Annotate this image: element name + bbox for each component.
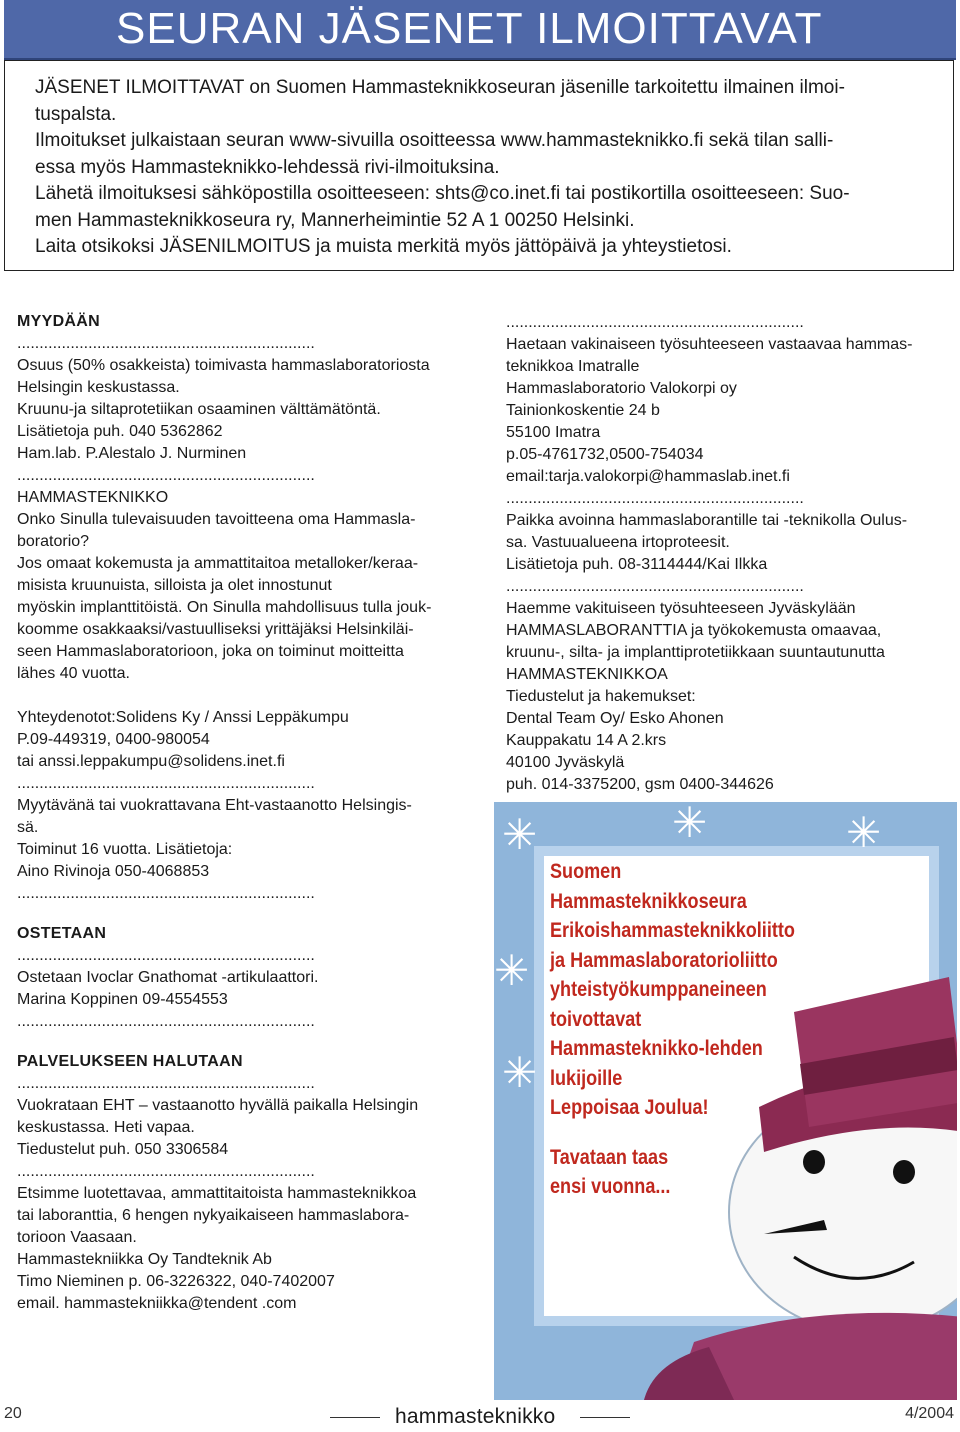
text-line: ................................................................... bbox=[17, 947, 315, 964]
issue-number: 4/2004 bbox=[905, 1405, 954, 1422]
text-line: ................................................................... bbox=[506, 578, 804, 595]
text-line: koomme osakkaaksi/vastuulliseksi yrittäjäksi Helsinkiläi- bbox=[17, 621, 414, 638]
card-line: lukijoille bbox=[550, 1066, 623, 1090]
snowflake-icon: ✳ bbox=[494, 947, 530, 994]
text-line: Yhteydenotot:Solidens Ky / Anssi Leppäkumpu bbox=[17, 709, 349, 726]
text-line: Dental Team Oy/ Esko Ahonen bbox=[506, 710, 724, 727]
footer-brand bbox=[330, 1405, 630, 1431]
card-line: ja Hammaslaboratorioliitto bbox=[550, 948, 778, 972]
snowflake-icon: ✳ bbox=[672, 802, 708, 846]
text-line: Haemme vakituiseen työsuhteeseen Jyväskylään bbox=[506, 600, 856, 617]
card-line: Leppoisaa Joulua! bbox=[550, 1096, 709, 1119]
text-line: ................................................................... bbox=[17, 1075, 315, 1092]
text-line: Lisätietoja puh. 040 5362862 bbox=[17, 423, 223, 440]
card-line: Tavataan taas bbox=[550, 1145, 669, 1169]
christmas-greeting-card bbox=[494, 802, 957, 1400]
spacer bbox=[550, 1123, 825, 1143]
card-line: ensi vuonna... bbox=[550, 1175, 671, 1198]
card-line: Suomen bbox=[550, 860, 622, 883]
snowflake-icon: ✳ bbox=[846, 809, 882, 856]
text-line: ................................................................... bbox=[17, 335, 315, 352]
brand-name: hammasteknikko bbox=[395, 1405, 556, 1428]
card-line: yhteistyökumppaneineen bbox=[550, 978, 767, 1001]
intro-line: JÄSENET ILMOITTAVAT on Suomen Hammasteknikkoseuran jäsenille tarkoitettu ilmainen ilmoi- bbox=[35, 77, 845, 98]
text-line: tai laboranttia, 6 hengen nykyaikaiseen hammaslabora- bbox=[17, 1207, 410, 1224]
text-line: P.09-449319, 0400-980054 bbox=[17, 731, 210, 748]
text-line: Myytävänä tai vuokrattavana Eht-vastaanotto Helsingis- bbox=[17, 797, 412, 814]
text-line: boratorio? bbox=[17, 533, 90, 550]
text-line: Onko Sinulla tulevaisuuden tavoitteena oma Hammasla- bbox=[17, 511, 416, 528]
text-line: Ostetaan Ivoclar Gnathomat -artikulaattori. bbox=[17, 969, 319, 986]
text-line: Hammastekniikka Oy Tandteknik Ab bbox=[17, 1251, 272, 1268]
text-line: sa. Vastuualueena irtoproteesit. bbox=[506, 534, 730, 551]
snowflake-icon: ✳ bbox=[502, 1049, 538, 1096]
text-line: HAMMASLABORANTTIA ja työkokemusta omaavaa, bbox=[506, 622, 882, 639]
text-line: Jos omaat kokemusta ja ammattitaitoa metalloker/keraa- bbox=[17, 555, 419, 572]
text-line: ................................................................... bbox=[17, 1163, 315, 1180]
card-line: toivottavat bbox=[550, 1007, 642, 1031]
text-line: seen Hammaslaboratorioon, joka on toiminut moitteitta bbox=[17, 643, 404, 660]
text-line: Helsingin keskustassa. bbox=[17, 379, 180, 396]
footer-rule bbox=[580, 1417, 630, 1418]
text-line: Paikka avoinna hammaslaborantille tai -teknikolla Oulus- bbox=[506, 512, 908, 529]
text-line: ................................................................... bbox=[17, 467, 315, 484]
text-line: Osuus (50% osakkeista) toimivasta hammaslaboratoriosta bbox=[17, 357, 430, 374]
text-line: Toiminut 16 vuotta. Lisätietoja: bbox=[17, 841, 233, 858]
text-line: puh. 014-3375200, gsm 0400-344626 bbox=[506, 776, 774, 793]
text-line: Haetaan vakinaiseen työsuhteeseen vastaavaa hammas- bbox=[506, 336, 913, 353]
ad-block bbox=[17, 945, 477, 1033]
ad-block bbox=[17, 1073, 477, 1315]
text-line: torioon Vaasaan. bbox=[17, 1229, 137, 1246]
text-line: HAMMASTEKNIKKOA bbox=[506, 666, 668, 683]
text-line: lähes 40 vuotta. bbox=[17, 665, 130, 682]
section-heading-palvelukseen: PALVELUKSEEN HALUTAAN bbox=[17, 1053, 243, 1070]
right-column bbox=[506, 312, 956, 796]
text-line: Kruunu-ja siltaprotetiikan osaaminen välttämätöntä. bbox=[17, 401, 381, 418]
text-line: teknikkoa Imatralle bbox=[506, 358, 640, 375]
card-line: Erikoishammasteknikkoliitto bbox=[550, 919, 795, 942]
ad-block bbox=[17, 707, 477, 905]
text-line: misista kruunuista, silloista ja olet innostunut bbox=[17, 577, 332, 594]
spacer bbox=[17, 685, 477, 707]
card-line: Hammasteknikko-lehden bbox=[550, 1037, 763, 1060]
text-line: email:tarja.valokorpi@hammaslab.inet.fi bbox=[506, 468, 790, 485]
text-line: Ham.lab. P.Alestalo J. Nurminen bbox=[17, 445, 247, 462]
text-line: ................................................................... bbox=[17, 885, 315, 902]
spacer bbox=[17, 905, 477, 923]
section-heading-ostetaan: OSTETAAN bbox=[17, 925, 107, 942]
snowman-eye bbox=[893, 1160, 915, 1184]
text-line: 55100 Imatra bbox=[506, 424, 601, 441]
text-line: Aino Rivinoja 050-4068853 bbox=[17, 863, 210, 880]
intro-box bbox=[4, 60, 954, 271]
text-line: Hammaslaboratorio Valokorpi oy bbox=[506, 380, 737, 397]
page-title: SEURAN JÄSENET ILMOITTAVAT bbox=[116, 4, 823, 53]
text-line: Kauppakatu 14 A 2.krs bbox=[506, 732, 667, 749]
text-line: Lisätietoja puh. 08-3114444/Kai Ilkka bbox=[506, 556, 768, 573]
text-line: Tiedustelut ja hakemukset: bbox=[506, 688, 696, 705]
intro-line: Laita otsikoksi JÄSENILMOITUS ja muista merkitä myös jättöpäivä ja yhteystietosi. bbox=[35, 236, 732, 257]
snowflake-icon: ✳ bbox=[502, 811, 538, 858]
header-bar bbox=[4, 0, 956, 60]
ad-block bbox=[506, 312, 956, 796]
text-line: HAMMASTEKNIKKO bbox=[17, 489, 169, 506]
text-line: Tainionkoskentie 24 b bbox=[506, 402, 660, 419]
card-greeting-text bbox=[550, 857, 825, 1202]
text-line: p.05-4761732,0500-754034 bbox=[506, 446, 704, 463]
text-line: Tiedustelut puh. 050 3306584 bbox=[17, 1141, 229, 1158]
text-line: ................................................................... bbox=[17, 775, 315, 792]
intro-line: tuspalsta. bbox=[35, 103, 117, 125]
intro-line: Lähetä ilmoituksesi sähköpostilla osoitteeseen: shts@co.inet.fi tai postikortilla osoitteeseen: Suo- bbox=[35, 183, 850, 204]
text-line: tai anssi.leppakumpu@solidens.inet.fi bbox=[17, 753, 285, 770]
text-line: Marina Koppinen 09-4554553 bbox=[17, 991, 228, 1008]
section-heading-myydaan: MYYDÄÄN bbox=[17, 313, 100, 330]
text-line: ................................................................... bbox=[506, 490, 804, 507]
text-line: myöskin implanttitöistä. On Sinulla mahdollisuus tulla jouk- bbox=[17, 599, 432, 616]
text-line: keskustassa. Heti vapaa. bbox=[17, 1119, 195, 1136]
left-column bbox=[17, 311, 477, 1315]
text-line: 40100 Jyväskylä bbox=[506, 754, 625, 771]
intro-text bbox=[35, 75, 940, 261]
intro-line: essa myös Hammasteknikko-lehdessä rivi-ilmoituksina. bbox=[35, 156, 500, 178]
page-number: 20 bbox=[4, 1405, 22, 1422]
text-line: sä. bbox=[17, 819, 39, 836]
intro-line: men Hammasteknikkoseura ry, Mannerheimintie 52 A 1 00250 Helsinki. bbox=[35, 209, 635, 231]
text-line: ................................................................... bbox=[506, 314, 804, 331]
intro-line: Ilmoitukset julkaistaan seuran www-sivuilla osoitteessa www.hammasteknikko.fi sekä tilan salli- bbox=[35, 130, 834, 151]
text-line: kruunu-, silta- ja implanttiprotetiikkaan suuntautunutta bbox=[506, 644, 885, 661]
card-line: Hammasteknikkoseura bbox=[550, 889, 747, 913]
text-line: Etsimme luotettavaa, ammattitaitoista hammasteknikkoa bbox=[17, 1185, 417, 1202]
ad-block bbox=[17, 333, 477, 685]
footer-rule bbox=[330, 1417, 380, 1418]
text-line: Timo Nieminen p. 06-3226322, 040-7402007 bbox=[17, 1273, 335, 1290]
text-line: Vuokrataan EHT – vastaanotto hyvällä paikalla Helsingin bbox=[17, 1097, 419, 1114]
text-line: email. hammastekniikka@tendent .com bbox=[17, 1295, 297, 1312]
spacer bbox=[17, 1033, 477, 1051]
text-line: ................................................................... bbox=[17, 1013, 315, 1030]
snowflake-icon: ✳ bbox=[894, 924, 930, 971]
